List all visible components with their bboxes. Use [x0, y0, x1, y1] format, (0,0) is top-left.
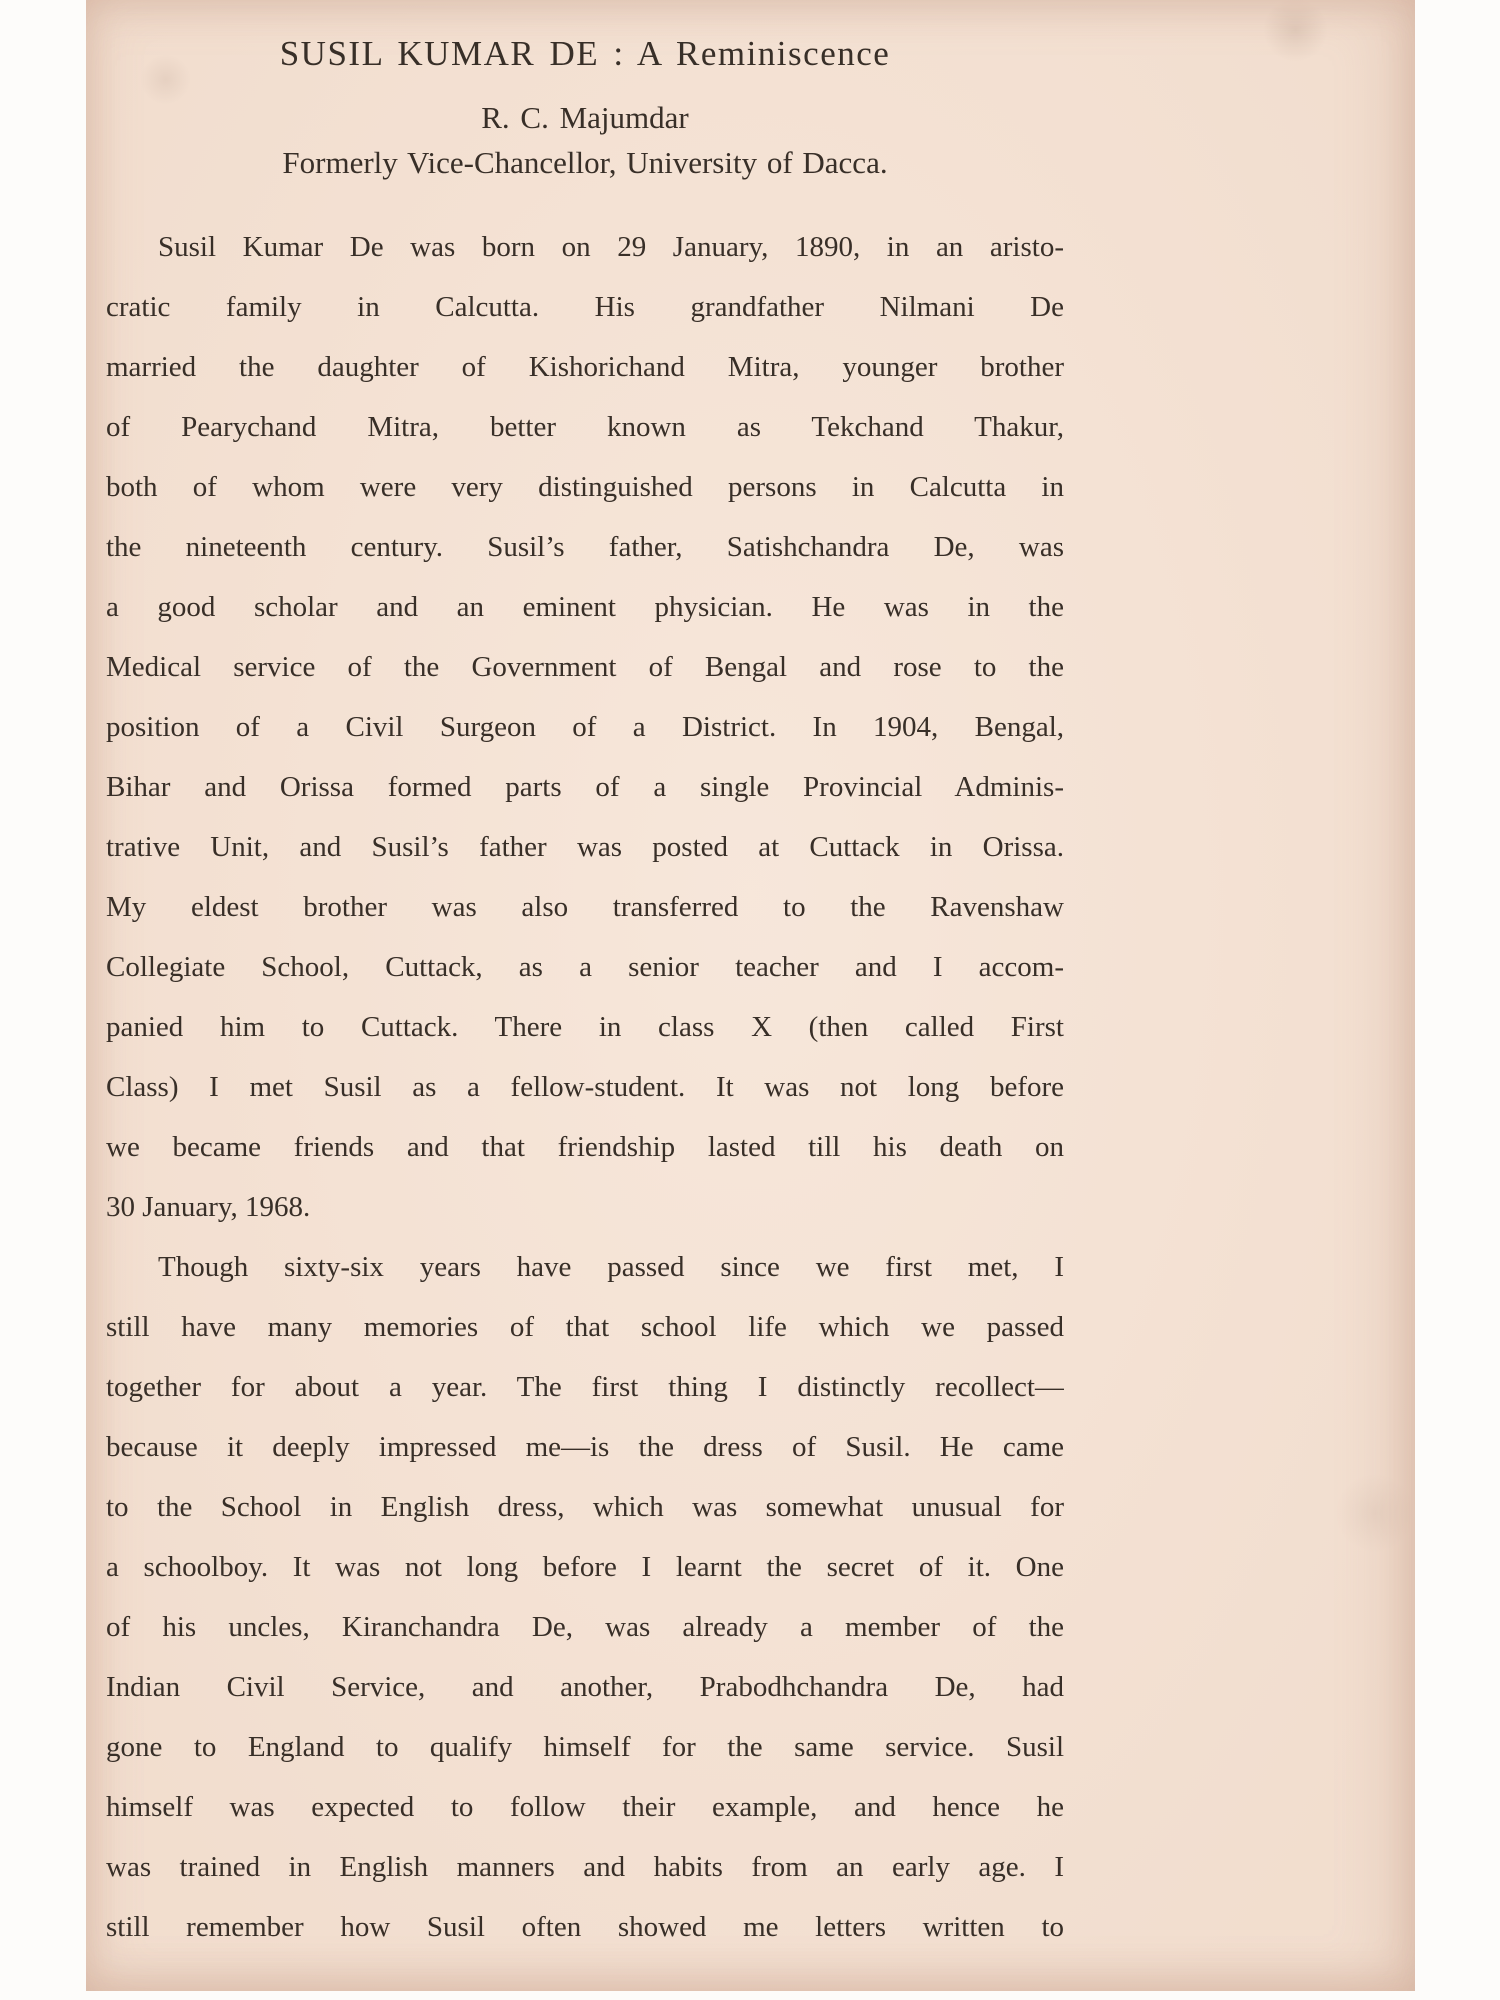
book-page: [86, 0, 1415, 1991]
text-line: was trained in English manners and habits from an early age. I: [106, 1851, 1064, 1883]
text-line: Indian Civil Service, and another, Prabodhchandra De, had: [106, 1671, 1064, 1703]
text-line: still remember how Susil often showed me letters written to: [106, 1911, 1064, 1943]
text-line: a good scholar and an eminent physician. He was in the: [106, 591, 1064, 623]
body-text: [106, 217, 1064, 1957]
text-line: Collegiate School, Cuttack, as a senior teacher and I accom-: [106, 951, 1064, 983]
text-line: gone to England to qualify himself for the same service. Susil: [106, 1731, 1064, 1763]
text-line: My eldest brother was also transferred to the Ravenshaw: [106, 891, 1064, 923]
text-line: of his uncles, Kiranchandra De, was already a member of the: [106, 1611, 1064, 1643]
text-line: still have many memories of that school life which we passed: [106, 1311, 1064, 1343]
text-line: panied him to Cuttack. There in class X (then called First: [106, 1011, 1064, 1043]
author-affiliation: Formerly Vice-Chancellor, University of Dacca.: [282, 145, 888, 180]
text-line: 30 January, 1968.: [106, 1191, 311, 1223]
text-line: to the School in English dress, which was somewhat unusual for: [106, 1491, 1064, 1523]
text-line: of Pearychand Mitra, better known as Tekchand Thakur,: [106, 411, 1064, 443]
text-line: the nineteenth century. Susil’s father, Satishchandra De, was: [106, 531, 1064, 563]
text-line: himself was expected to follow their example, and hence he: [106, 1791, 1064, 1823]
paragraph: [106, 1237, 1064, 1957]
text-line: we became friends and that friendship lasted till his death on: [106, 1131, 1064, 1163]
text-line: Bihar and Orissa formed parts of a single Provincial Adminis-: [106, 771, 1064, 803]
page-content: [106, 34, 1064, 1957]
paragraph: [106, 217, 1064, 1237]
text-line: Susil Kumar De was born on 29 January, 1890, in an aristo-: [158, 231, 1064, 263]
text-line: a schoolboy. It was not long before I learnt the secret of it. One: [106, 1551, 1064, 1583]
text-line: Class) I met Susil as a fellow-student. It was not long before: [106, 1071, 1064, 1103]
text-line: both of whom were very distinguished persons in Calcutta in: [106, 471, 1064, 503]
author-name: R. C. Majumdar: [481, 100, 689, 135]
text-line: cratic family in Calcutta. His grandfather Nilmani De: [106, 291, 1064, 323]
article-title: SUSIL KUMAR DE : A Reminiscence: [279, 34, 891, 73]
text-line: Medical service of the Government of Bengal and rose to the: [106, 651, 1064, 683]
text-line: married the daughter of Kishorichand Mitra, younger brother: [106, 351, 1064, 383]
text-line: trative Unit, and Susil’s father was posted at Cuttack in Orissa.: [106, 831, 1064, 863]
text-line: because it deeply impressed me—is the dress of Susil. He came: [106, 1431, 1064, 1463]
text-line: Though sixty-six years have passed since we first met, I: [158, 1251, 1064, 1283]
text-line: together for about a year. The first thing I distinctly recollect—: [106, 1371, 1064, 1403]
text-line: position of a Civil Surgeon of a District. In 1904, Bengal,: [106, 711, 1064, 743]
